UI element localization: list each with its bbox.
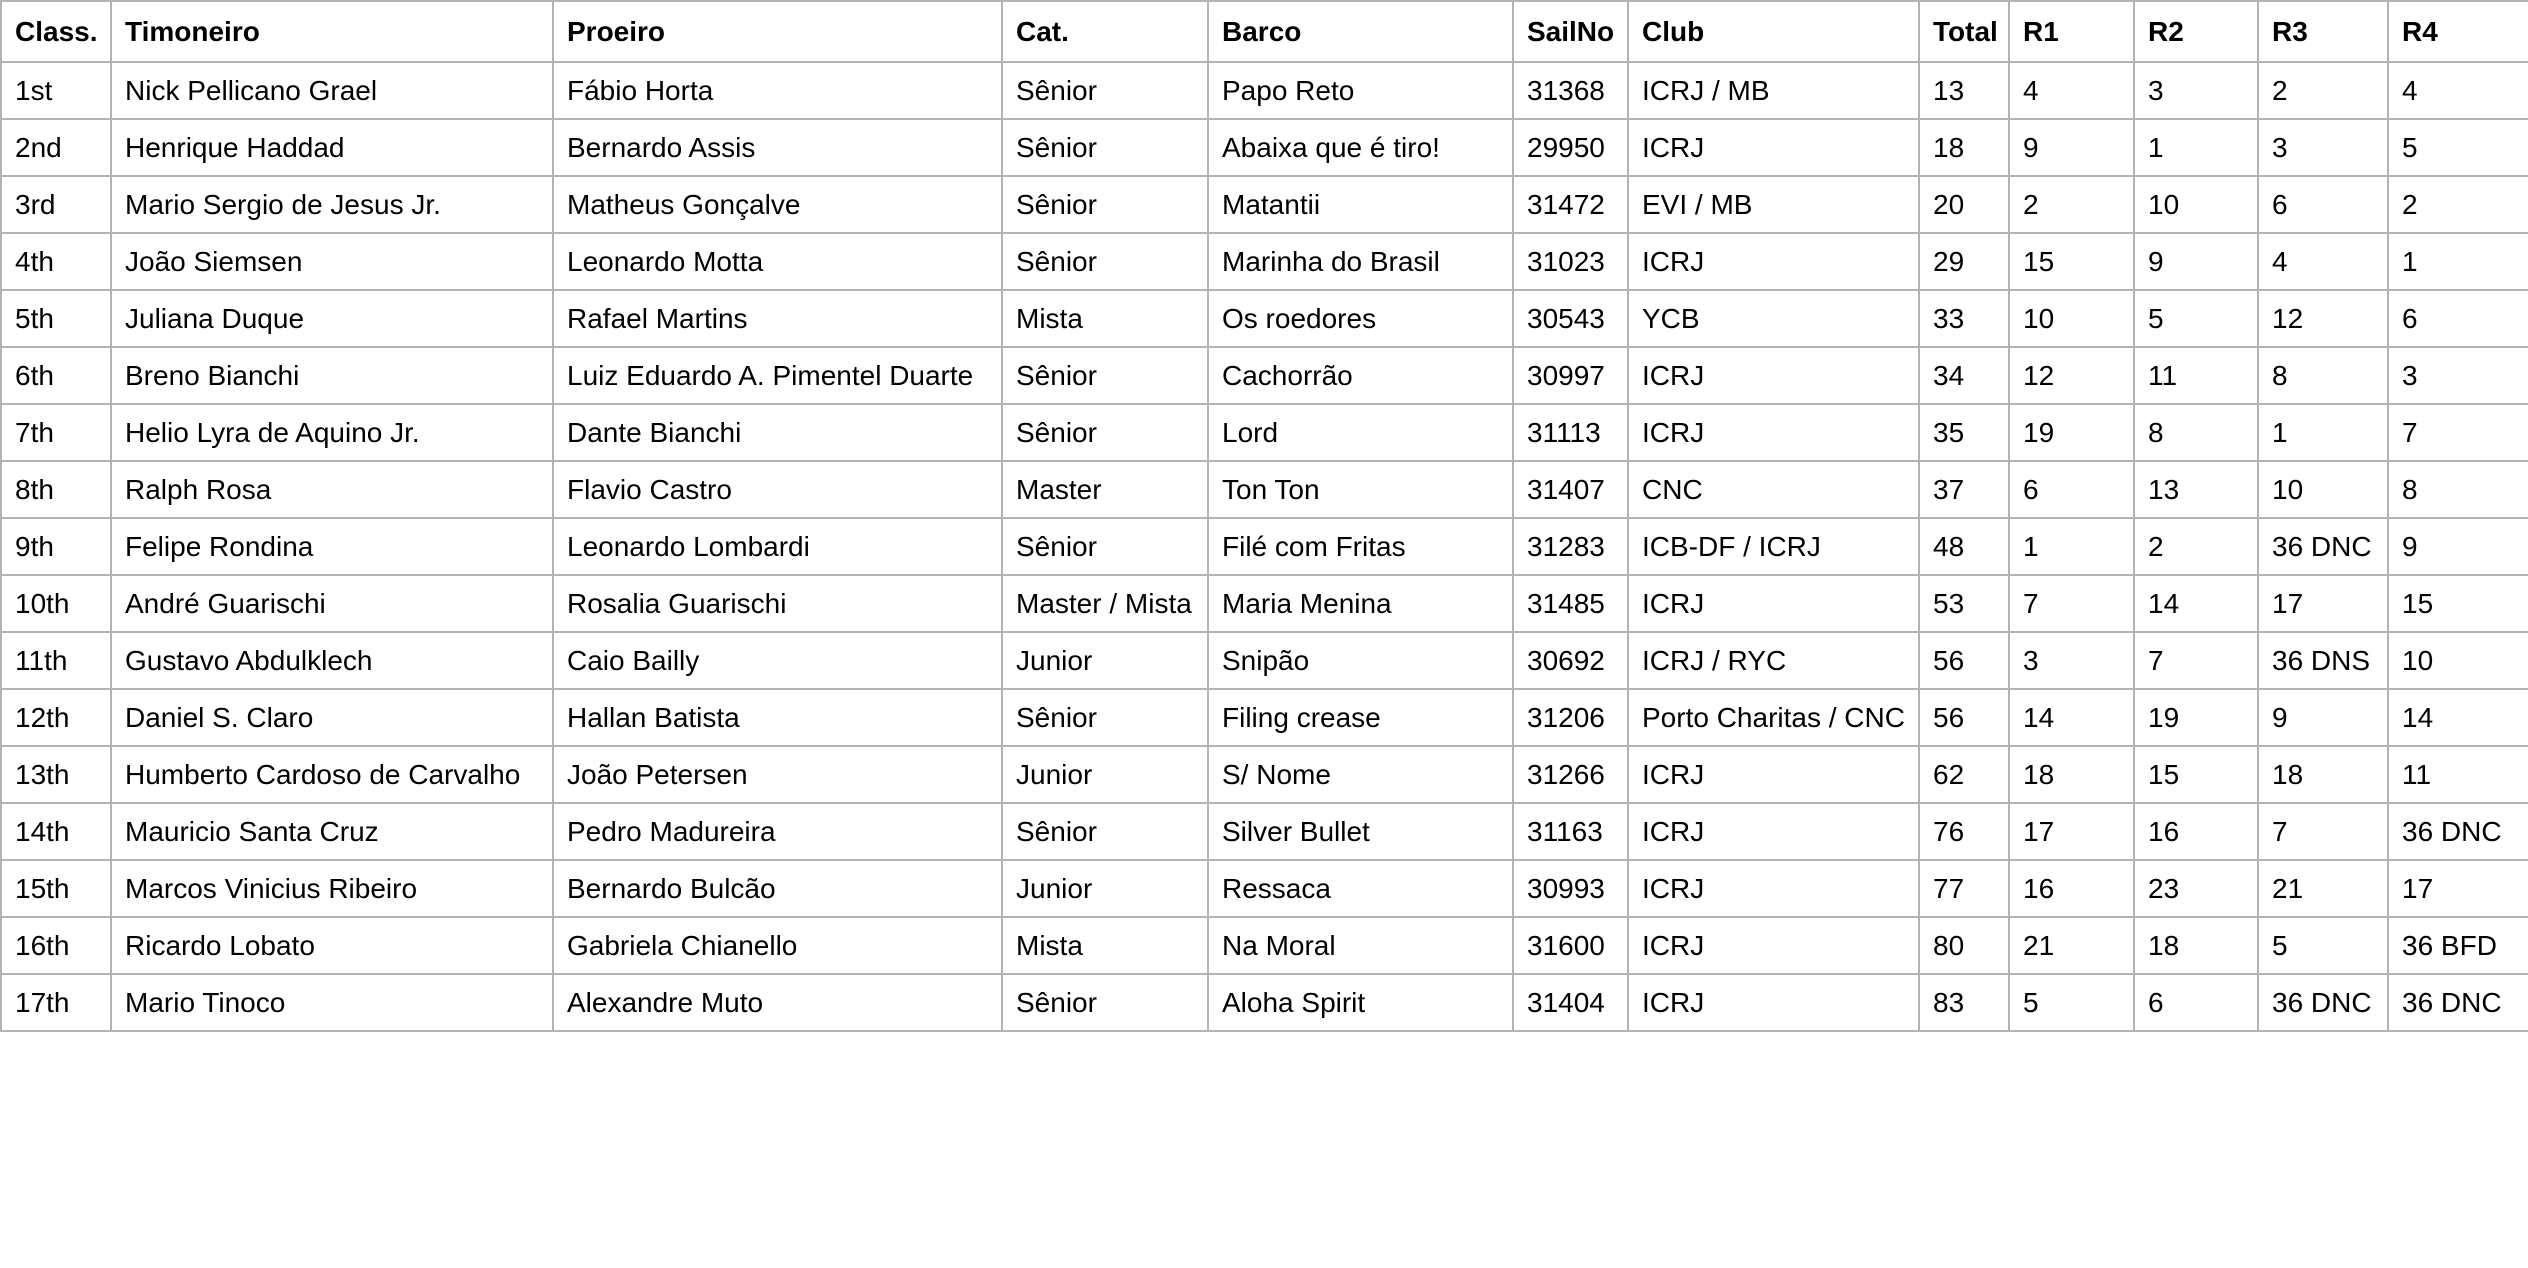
cell-crew: Bernardo Assis	[553, 119, 1002, 176]
table-row	[1, 119, 2528, 176]
cell-class: 1st	[1, 62, 111, 119]
header-class: Class.	[1, 1, 111, 62]
cell-helm: João Siemsen	[111, 233, 553, 290]
cell-race-2: 2	[2134, 518, 2258, 575]
cell-race-1: 14	[2009, 689, 2134, 746]
cell-total: 48	[1919, 518, 2009, 575]
cell-race-4: 2	[2388, 176, 2528, 233]
cell-category: Junior	[1002, 632, 1208, 689]
cell-category: Mista	[1002, 290, 1208, 347]
cell-sail-number: 31283	[1513, 518, 1628, 575]
cell-sail-number: 31206	[1513, 689, 1628, 746]
cell-race-2: 23	[2134, 860, 2258, 917]
cell-crew: Leonardo Motta	[553, 233, 1002, 290]
cell-sail-number: 31404	[1513, 974, 1628, 1031]
cell-race-2: 3	[2134, 62, 2258, 119]
cell-sail-number: 31472	[1513, 176, 1628, 233]
cell-crew: Rosalia Guarischi	[553, 575, 1002, 632]
cell-class: 5th	[1, 290, 111, 347]
cell-club: ICRJ	[1628, 119, 1919, 176]
cell-total: 53	[1919, 575, 2009, 632]
cell-total: 37	[1919, 461, 2009, 518]
cell-total: 18	[1919, 119, 2009, 176]
header-race-4: R4	[2388, 1, 2528, 62]
cell-total: 77	[1919, 860, 2009, 917]
header-category: Cat.	[1002, 1, 1208, 62]
cell-total: 20	[1919, 176, 2009, 233]
cell-sail-number: 29950	[1513, 119, 1628, 176]
cell-race-4: 36 BFD	[2388, 917, 2528, 974]
cell-sail-number: 31023	[1513, 233, 1628, 290]
cell-category: Sênior	[1002, 803, 1208, 860]
cell-race-1: 12	[2009, 347, 2134, 404]
cell-race-1: 15	[2009, 233, 2134, 290]
cell-helm: Ricardo Lobato	[111, 917, 553, 974]
cell-race-3: 1	[2258, 404, 2388, 461]
cell-club: ICRJ	[1628, 575, 1919, 632]
cell-race-1: 9	[2009, 119, 2134, 176]
cell-crew: Bernardo Bulcão	[553, 860, 1002, 917]
cell-total: 56	[1919, 632, 2009, 689]
cell-crew: Rafael Martins	[553, 290, 1002, 347]
cell-race-1: 10	[2009, 290, 2134, 347]
cell-boat: Matantii	[1208, 176, 1513, 233]
cell-race-4: 10	[2388, 632, 2528, 689]
cell-club: ICRJ / MB	[1628, 62, 1919, 119]
cell-race-1: 5	[2009, 974, 2134, 1031]
cell-class: 16th	[1, 917, 111, 974]
cell-boat: Ton Ton	[1208, 461, 1513, 518]
cell-crew: Luiz Eduardo A. Pimentel Duarte	[553, 347, 1002, 404]
cell-race-2: 5	[2134, 290, 2258, 347]
cell-race-4: 17	[2388, 860, 2528, 917]
cell-helm: Mauricio Santa Cruz	[111, 803, 553, 860]
cell-club: ICRJ	[1628, 974, 1919, 1031]
cell-total: 29	[1919, 233, 2009, 290]
cell-race-2: 10	[2134, 176, 2258, 233]
cell-race-3: 18	[2258, 746, 2388, 803]
cell-race-3: 12	[2258, 290, 2388, 347]
cell-sail-number: 31485	[1513, 575, 1628, 632]
cell-crew: Leonardo Lombardi	[553, 518, 1002, 575]
cell-race-2: 6	[2134, 974, 2258, 1031]
cell-class: 15th	[1, 860, 111, 917]
cell-boat: S/ Nome	[1208, 746, 1513, 803]
cell-total: 33	[1919, 290, 2009, 347]
results-table-header	[1, 1, 2528, 62]
cell-club: ICB-DF / ICRJ	[1628, 518, 1919, 575]
cell-helm: Helio Lyra de Aquino Jr.	[111, 404, 553, 461]
cell-helm: Humberto Cardoso de Carvalho	[111, 746, 553, 803]
table-row	[1, 347, 2528, 404]
cell-sail-number: 31600	[1513, 917, 1628, 974]
cell-boat: Maria Menina	[1208, 575, 1513, 632]
cell-race-4: 11	[2388, 746, 2528, 803]
cell-boat: Filing crease	[1208, 689, 1513, 746]
cell-helm: Henrique Haddad	[111, 119, 553, 176]
cell-race-1: 4	[2009, 62, 2134, 119]
cell-race-2: 1	[2134, 119, 2258, 176]
cell-race-4: 4	[2388, 62, 2528, 119]
cell-sail-number: 30543	[1513, 290, 1628, 347]
cell-club: ICRJ / RYC	[1628, 632, 1919, 689]
cell-class: 12th	[1, 689, 111, 746]
header-club: Club	[1628, 1, 1919, 62]
cell-race-1: 7	[2009, 575, 2134, 632]
table-row	[1, 689, 2528, 746]
table-row	[1, 290, 2528, 347]
cell-race-2: 13	[2134, 461, 2258, 518]
cell-boat: Ressaca	[1208, 860, 1513, 917]
cell-race-3: 7	[2258, 803, 2388, 860]
cell-category: Sênior	[1002, 233, 1208, 290]
cell-category: Junior	[1002, 860, 1208, 917]
cell-race-3: 17	[2258, 575, 2388, 632]
cell-class: 7th	[1, 404, 111, 461]
cell-total: 35	[1919, 404, 2009, 461]
cell-race-4: 36 DNC	[2388, 974, 2528, 1031]
cell-class: 4th	[1, 233, 111, 290]
cell-category: Master	[1002, 461, 1208, 518]
cell-helm: Gustavo Abdulklech	[111, 632, 553, 689]
cell-class: 6th	[1, 347, 111, 404]
cell-race-2: 18	[2134, 917, 2258, 974]
cell-crew: Alexandre Muto	[553, 974, 1002, 1031]
cell-club: ICRJ	[1628, 233, 1919, 290]
cell-race-3: 9	[2258, 689, 2388, 746]
cell-race-1: 21	[2009, 917, 2134, 974]
cell-race-2: 16	[2134, 803, 2258, 860]
header-helm: Timoneiro	[111, 1, 553, 62]
header-race-2: R2	[2134, 1, 2258, 62]
cell-helm: André Guarischi	[111, 575, 553, 632]
cell-race-4: 8	[2388, 461, 2528, 518]
cell-category: Sênior	[1002, 518, 1208, 575]
cell-total: 34	[1919, 347, 2009, 404]
cell-race-3: 6	[2258, 176, 2388, 233]
cell-boat: Na Moral	[1208, 917, 1513, 974]
cell-sail-number: 30993	[1513, 860, 1628, 917]
cell-total: 56	[1919, 689, 2009, 746]
cell-race-1: 6	[2009, 461, 2134, 518]
cell-category: Sênior	[1002, 404, 1208, 461]
cell-race-3: 3	[2258, 119, 2388, 176]
cell-club: ICRJ	[1628, 746, 1919, 803]
cell-total: 80	[1919, 917, 2009, 974]
cell-crew: Caio Bailly	[553, 632, 1002, 689]
cell-race-3: 5	[2258, 917, 2388, 974]
cell-race-1: 19	[2009, 404, 2134, 461]
cell-race-2: 15	[2134, 746, 2258, 803]
cell-boat: Papo Reto	[1208, 62, 1513, 119]
header-boat: Barco	[1208, 1, 1513, 62]
header-race-3: R3	[2258, 1, 2388, 62]
cell-race-3: 36 DNC	[2258, 974, 2388, 1031]
cell-helm: Marcos Vinicius Ribeiro	[111, 860, 553, 917]
header-sail-number: SailNo	[1513, 1, 1628, 62]
cell-race-3: 36 DNS	[2258, 632, 2388, 689]
cell-class: 8th	[1, 461, 111, 518]
cell-race-4: 15	[2388, 575, 2528, 632]
cell-sail-number: 31368	[1513, 62, 1628, 119]
cell-total: 13	[1919, 62, 2009, 119]
cell-crew: Fábio Horta	[553, 62, 1002, 119]
cell-club: CNC	[1628, 461, 1919, 518]
cell-race-3: 21	[2258, 860, 2388, 917]
cell-boat: Lord	[1208, 404, 1513, 461]
table-row	[1, 461, 2528, 518]
cell-total: 76	[1919, 803, 2009, 860]
cell-race-3: 8	[2258, 347, 2388, 404]
cell-crew: Flavio Castro	[553, 461, 1002, 518]
cell-race-4: 5	[2388, 119, 2528, 176]
cell-race-2: 11	[2134, 347, 2258, 404]
cell-race-4: 9	[2388, 518, 2528, 575]
cell-helm: Nick Pellicano Grael	[111, 62, 553, 119]
cell-race-1: 16	[2009, 860, 2134, 917]
cell-helm: Mario Tinoco	[111, 974, 553, 1031]
cell-total: 83	[1919, 974, 2009, 1031]
cell-crew: Pedro Madureira	[553, 803, 1002, 860]
cell-race-3: 2	[2258, 62, 2388, 119]
cell-crew: Gabriela Chianello	[553, 917, 1002, 974]
cell-club: YCB	[1628, 290, 1919, 347]
cell-club: EVI / MB	[1628, 176, 1919, 233]
cell-boat: Marinha do Brasil	[1208, 233, 1513, 290]
cell-class: 14th	[1, 803, 111, 860]
cell-club: ICRJ	[1628, 803, 1919, 860]
cell-boat: Snipão	[1208, 632, 1513, 689]
cell-class: 9th	[1, 518, 111, 575]
cell-race-4: 1	[2388, 233, 2528, 290]
cell-race-1: 17	[2009, 803, 2134, 860]
cell-sail-number: 31266	[1513, 746, 1628, 803]
cell-race-1: 2	[2009, 176, 2134, 233]
header-crew: Proeiro	[553, 1, 1002, 62]
cell-boat: Filé com Fritas	[1208, 518, 1513, 575]
cell-race-2: 19	[2134, 689, 2258, 746]
cell-club: ICRJ	[1628, 347, 1919, 404]
cell-category: Sênior	[1002, 176, 1208, 233]
cell-category: Junior	[1002, 746, 1208, 803]
table-row	[1, 404, 2528, 461]
cell-category: Sênior	[1002, 62, 1208, 119]
cell-class: 13th	[1, 746, 111, 803]
table-row	[1, 575, 2528, 632]
table-row	[1, 974, 2528, 1031]
cell-race-2: 14	[2134, 575, 2258, 632]
cell-club: Porto Charitas / CNC	[1628, 689, 1919, 746]
results-table-body	[1, 62, 2528, 1031]
cell-sail-number: 30692	[1513, 632, 1628, 689]
header-row	[1, 1, 2528, 62]
cell-race-4: 6	[2388, 290, 2528, 347]
table-row	[1, 176, 2528, 233]
cell-helm: Mario Sergio de Jesus Jr.	[111, 176, 553, 233]
cell-boat: Silver Bullet	[1208, 803, 1513, 860]
cell-category: Mista	[1002, 917, 1208, 974]
cell-boat: Os roedores	[1208, 290, 1513, 347]
cell-helm: Juliana Duque	[111, 290, 553, 347]
cell-race-4: 7	[2388, 404, 2528, 461]
cell-category: Sênior	[1002, 689, 1208, 746]
cell-crew: João Petersen	[553, 746, 1002, 803]
cell-category: Sênior	[1002, 119, 1208, 176]
cell-helm: Daniel S. Claro	[111, 689, 553, 746]
cell-class: 10th	[1, 575, 111, 632]
table-row	[1, 803, 2528, 860]
cell-sail-number: 30997	[1513, 347, 1628, 404]
cell-class: 3rd	[1, 176, 111, 233]
cell-helm: Felipe Rondina	[111, 518, 553, 575]
cell-race-2: 8	[2134, 404, 2258, 461]
cell-sail-number: 31407	[1513, 461, 1628, 518]
cell-race-2: 7	[2134, 632, 2258, 689]
table-row	[1, 746, 2528, 803]
cell-class: 17th	[1, 974, 111, 1031]
cell-race-2: 9	[2134, 233, 2258, 290]
table-row	[1, 860, 2528, 917]
cell-race-4: 3	[2388, 347, 2528, 404]
cell-race-1: 3	[2009, 632, 2134, 689]
cell-race-4: 36 DNC	[2388, 803, 2528, 860]
cell-helm: Ralph Rosa	[111, 461, 553, 518]
cell-race-3: 10	[2258, 461, 2388, 518]
cell-category: Sênior	[1002, 347, 1208, 404]
table-row	[1, 233, 2528, 290]
cell-race-1: 18	[2009, 746, 2134, 803]
cell-helm: Breno Bianchi	[111, 347, 553, 404]
cell-sail-number: 31113	[1513, 404, 1628, 461]
cell-crew: Hallan Batista	[553, 689, 1002, 746]
table-row	[1, 62, 2528, 119]
cell-race-4: 14	[2388, 689, 2528, 746]
table-row	[1, 518, 2528, 575]
cell-boat: Aloha Spirit	[1208, 974, 1513, 1031]
cell-category: Master / Mista	[1002, 575, 1208, 632]
cell-club: ICRJ	[1628, 917, 1919, 974]
header-total: Total	[1919, 1, 2009, 62]
cell-race-1: 1	[2009, 518, 2134, 575]
cell-sail-number: 31163	[1513, 803, 1628, 860]
cell-race-3: 4	[2258, 233, 2388, 290]
cell-club: ICRJ	[1628, 860, 1919, 917]
table-row	[1, 632, 2528, 689]
cell-race-3: 36 DNC	[2258, 518, 2388, 575]
cell-total: 62	[1919, 746, 2009, 803]
cell-class: 2nd	[1, 119, 111, 176]
cell-class: 11th	[1, 632, 111, 689]
cell-category: Sênior	[1002, 974, 1208, 1031]
cell-crew: Dante Bianchi	[553, 404, 1002, 461]
table-row	[1, 917, 2528, 974]
cell-club: ICRJ	[1628, 404, 1919, 461]
header-race-1: R1	[2009, 1, 2134, 62]
cell-boat: Cachorrão	[1208, 347, 1513, 404]
cell-boat: Abaixa que é tiro!	[1208, 119, 1513, 176]
cell-crew: Matheus Gonçalve	[553, 176, 1002, 233]
